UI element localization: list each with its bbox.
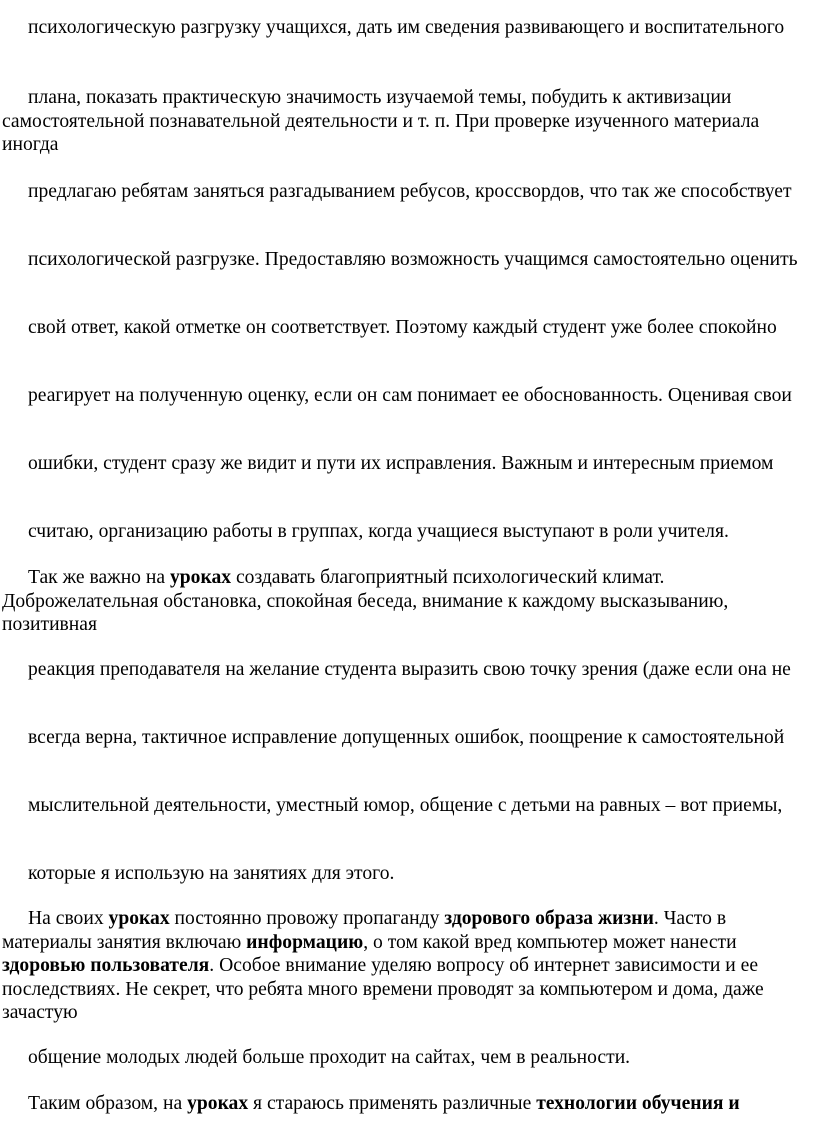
text-run: создавать благоприятный психологический климат. Доброжелательная обстановка, спокойная беседа, внимание к каждому высказыванию, позитивная (2, 567, 729, 635)
bold-run: уроках (108, 908, 170, 929)
paragraph-15 (2, 1046, 814, 1070)
paragraph-1 (2, 16, 814, 40)
text-run: всегда верна, тактичное исправление допущенных ошибок, поощрение к самостоятельной (28, 727, 785, 748)
text-run: которые я использую на занятиях для этого. (28, 863, 395, 884)
text-run: мыслительной деятельности, уместный юмор, общение с детьми на равных – вот приемы, (28, 795, 783, 816)
text-run: считаю, организацию работы в группах, когда учащиеся выступают в роли учителя. (28, 521, 729, 542)
text-run: Так же важно на (28, 567, 170, 588)
paragraph-13 (2, 862, 814, 886)
text-run: реагирует на полученную оценку, если он сам понимает ее обоснованность. Оценивая свои (28, 385, 792, 406)
text-run: реакция преподавателя на желание студента выразить свою точку зрения (даже если она не (28, 659, 791, 680)
paragraph-9 (2, 566, 814, 637)
paragraph-11 (2, 726, 814, 750)
bold-run: информацию (246, 931, 364, 953)
paragraph-6 (2, 384, 814, 408)
paragraph-5 (2, 316, 814, 340)
text-run: постоянно провожу пропаганду (169, 908, 445, 929)
paragraph-7 (2, 452, 814, 476)
text-run: Таким образом, на (28, 1093, 188, 1114)
paragraph-10 (2, 658, 814, 682)
text-run: общение молодых людей больше проходит на сайтах, чем в реальности. (28, 1047, 631, 1068)
bold-run: технологии обучения и (536, 1093, 740, 1114)
text-run: , о том какой вред компьютер может нанести (363, 931, 737, 953)
text-run: свой ответ, какой отметке он соответствует. Поэтому каждый студент уже более спокойно (28, 317, 777, 338)
paragraph-8 (2, 520, 814, 544)
text-run: плана, показать практическую значимость изучаемой темы, побудить к активизации самостоятельной познавательной деятельности и т. п. При проверке изученного материала иногда (2, 87, 760, 155)
bold-run: здоровью пользователя (2, 955, 210, 976)
text-run: . Часто в материалы занятия включаю (2, 908, 727, 953)
paragraph-14 (2, 907, 814, 1025)
text-run: На своих (28, 908, 109, 929)
text-run: . Особое внимание уделяю вопросу об интернет зависимости и ее последствиях. Не секрет, что ребята много времени проводят за компьютером и дома, даже зачастую (2, 955, 764, 1023)
text-run: предлагаю ребятам заняться разгадыванием ребусов, кроссвордов, что так же способствует (28, 181, 792, 202)
text-run: психологической разгрузке. Предоставляю возможность учащимся самостоятельно оценить (28, 249, 798, 270)
paragraph-3 (2, 180, 814, 204)
paragraph-4 (2, 248, 814, 272)
text-run: психологическую разгрузку учащихся, дать им сведения развивающего и воспитательного (28, 17, 785, 38)
paragraph-12 (2, 794, 814, 818)
bold-run: уроках (187, 1093, 249, 1114)
bold-run: уроках (169, 567, 232, 588)
paragraph-2 (2, 86, 814, 157)
bold-run: здорового образа жизни (444, 908, 654, 929)
text-run: я стараюсь применять различные (248, 1093, 537, 1114)
paragraph-16 (2, 1092, 814, 1116)
text-run: ошибки, студент сразу же видит и пути их исправления. Важным и интересным приемом (28, 453, 774, 474)
